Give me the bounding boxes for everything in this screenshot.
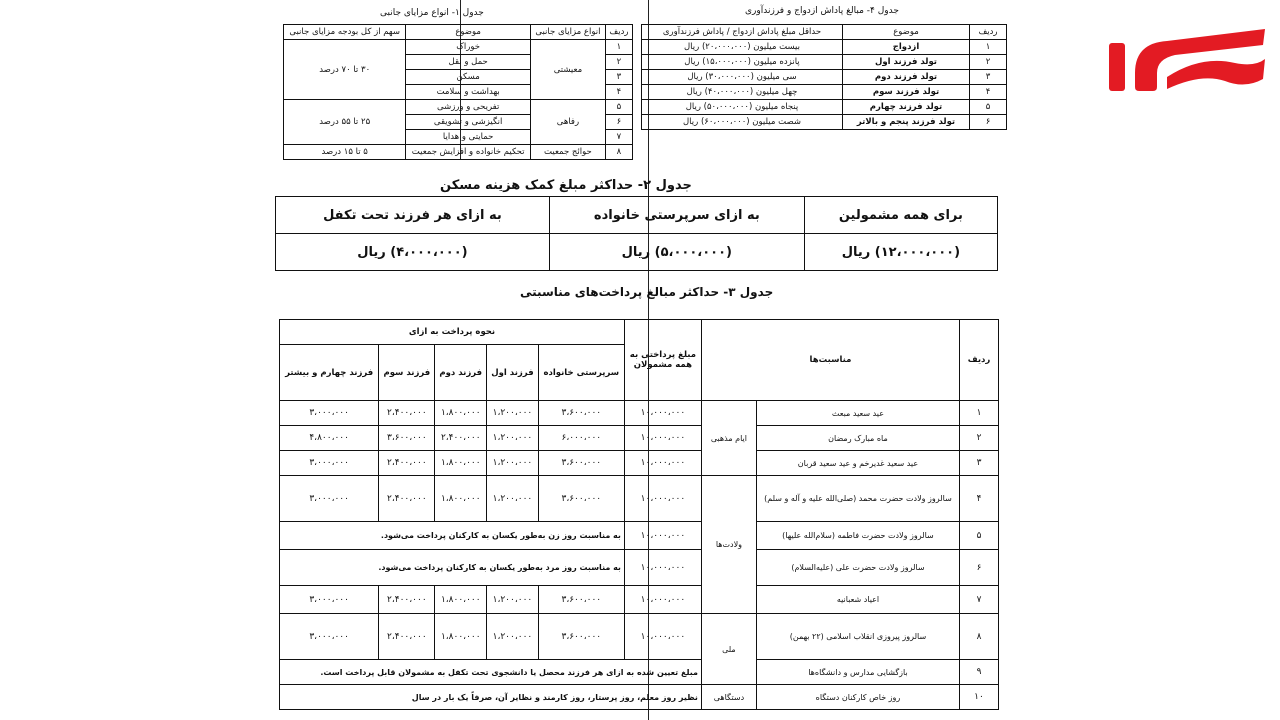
row-number: ۳: [960, 451, 999, 476]
amount-cell: ۳،۰۰۰،۰۰۰: [280, 614, 379, 660]
topic-cell: حمل و نقل: [406, 55, 531, 70]
header-cell: سرپرستی خانواده: [538, 345, 624, 401]
value-cell: (۱۲،۰۰۰،۰۰۰) ریال: [804, 234, 997, 271]
logo-icon: [1109, 29, 1265, 91]
amount-cell: پانزده میلیون (۱۵،۰۰۰،۰۰۰) ریال: [642, 55, 843, 70]
amount-cell: ۱۰،۰۰۰،۰۰۰: [624, 426, 701, 451]
amount-cell: ۱،۸۰۰،۰۰۰: [435, 451, 487, 476]
amount-cell: چهل میلیون (۴۰،۰۰۰،۰۰۰) ریال: [642, 85, 843, 100]
table-row: [284, 40, 633, 55]
share-cell: ۵ تا ۱۵ درصد: [284, 145, 406, 160]
amount-cell: ۴،۸۰۰،۰۰۰: [280, 426, 379, 451]
occasion-cell: سالروز ولادت حضرت فاطمه (سلام‌الله علیها): [756, 522, 959, 550]
table-row: [280, 550, 999, 586]
occasion-cell: اعیاد شعبانیه: [756, 586, 959, 614]
amount-cell: ۳،۰۰۰،۰۰۰: [280, 476, 379, 522]
occasion-cell: روز خاص کارکنان دستگاه: [756, 685, 959, 710]
row-number: ۴: [970, 85, 1007, 100]
header-cell: ردیف: [970, 25, 1007, 40]
topic-cell: خوراک: [406, 40, 531, 55]
amount-cell: ۱۰،۰۰۰،۰۰۰: [624, 401, 701, 426]
table-row: [642, 70, 1007, 85]
topic-cell: ازدواج: [843, 40, 970, 55]
table-row: [284, 100, 633, 115]
amount-cell: ۱،۲۰۰،۰۰۰: [487, 451, 539, 476]
rokna-logo: [1105, 15, 1270, 95]
amount-cell: ۳،۰۰۰،۰۰۰: [280, 401, 379, 426]
category-cell: دستگاهی: [701, 685, 756, 710]
category-cell: ولادت‌ها: [701, 476, 756, 614]
table3-occasional-payments: [279, 319, 999, 710]
table-row: [280, 426, 999, 451]
value-cell: (۵،۰۰۰،۰۰۰) ریال: [549, 234, 804, 271]
note-cell: به مناسبت روز زن به‌طور یکسان به کارکنان پرداخت می‌شود.: [280, 522, 625, 550]
header-cell: به ازای سرپرستی خانواده: [549, 197, 804, 234]
header-cell: فرزند سوم: [379, 345, 435, 401]
amount-cell: ۱۰،۰۰۰،۰۰۰: [624, 476, 701, 522]
table1-caption: جدول ۱- انواع مزایای جانبی: [380, 8, 484, 18]
topic-cell: بهداشت و سلامت: [406, 85, 531, 100]
occasion-cell: سالروز ولادت حضرت محمد (صلی‌الله علیه و آله و سلم): [756, 476, 959, 522]
table-row: [642, 55, 1007, 70]
header-cell: برای همه مشمولین: [804, 197, 997, 234]
table-row: [280, 660, 999, 685]
topic-cell: مسکن: [406, 70, 531, 85]
row-number: ۲: [605, 55, 632, 70]
header-cell: ردیف: [605, 25, 632, 40]
row-number: ۵: [605, 100, 632, 115]
note-cell: نظیر روز معلم، روز پرستار، روز کارمند و نظایر آن، صرفاً یک بار در سال: [280, 685, 702, 710]
table-row: [280, 586, 999, 614]
occasion-cell: سالروز پیروزی انقلاب اسلامی (۲۲ بهمن): [756, 614, 959, 660]
row-number: ۵: [960, 522, 999, 550]
row-number: ۲: [960, 426, 999, 451]
header-cell: فرزند دوم: [435, 345, 487, 401]
amount-cell: ۶،۰۰۰،۰۰۰: [538, 426, 624, 451]
occasion-cell: بازگشایی مدارس و دانشگاه‌ها: [756, 660, 959, 685]
table2-caption: جدول ۲- حداکثر مبلغ کمک هزینه مسکن: [440, 178, 692, 193]
table-row: [280, 476, 999, 522]
category-cell: ایام مذهبی: [701, 401, 756, 476]
row-number: ۴: [605, 85, 632, 100]
benefit-type: حوائج جمعیت: [530, 145, 605, 160]
table-header-row: [642, 25, 1007, 40]
table3-caption: جدول ۳- حداکثر مبالغ پرداخت‌های مناسبتی: [520, 285, 774, 299]
header-cell: نحوه پرداخت به ازای: [280, 320, 625, 345]
row-number: ۹: [960, 660, 999, 685]
amount-cell: ۳،۶۰۰،۰۰۰: [538, 476, 624, 522]
amount-cell: ۳،۰۰۰،۰۰۰: [280, 451, 379, 476]
row-number: ۸: [960, 614, 999, 660]
amount-cell: ۲،۴۰۰،۰۰۰: [379, 451, 435, 476]
header-cell: فرزند اول: [487, 345, 539, 401]
occasion-cell: عید سعید غدیرخم و عید سعید قربان: [756, 451, 959, 476]
table-row: [280, 685, 999, 710]
table-row: [642, 85, 1007, 100]
header-cell: حداقل مبلغ پاداش ازدواج / پاداش فرزندآوری: [642, 25, 843, 40]
amount-cell: بیست میلیون (۲۰،۰۰۰،۰۰۰) ریال: [642, 40, 843, 55]
amount-cell: ۱،۸۰۰،۰۰۰: [435, 401, 487, 426]
table4-caption: جدول ۴- مبالغ پاداش ازدواج و فرزندآوری: [745, 6, 899, 16]
note-cell: به مناسبت روز مرد به‌طور یکسان به کارکنان پرداخت می‌شود.: [280, 550, 625, 586]
header-cell: به ازای هر فرزند تحت تکفل: [276, 197, 550, 234]
amount-cell: ۲،۴۰۰،۰۰۰: [379, 401, 435, 426]
amount-cell: ۲،۴۰۰،۰۰۰: [379, 476, 435, 522]
row-number: ۲: [970, 55, 1007, 70]
occasion-cell: سالروز ولادت حضرت علی (علیه‌السلام): [756, 550, 959, 586]
table-row: [642, 40, 1007, 55]
row-number: ۴: [960, 476, 999, 522]
header-cell: انواع مزایای جانبی: [530, 25, 605, 40]
note-cell: مبلغ تعیین شده به ازای هر فرزند محصل یا دانشجوی تحت تکفل به مشمولان قابل پرداخت است.: [280, 660, 702, 685]
amount-cell: ۲،۴۰۰،۰۰۰: [379, 586, 435, 614]
table-row: [280, 614, 999, 660]
table-row: [280, 522, 999, 550]
amount-cell: پنجاه میلیون (۵۰،۰۰۰،۰۰۰) ریال: [642, 100, 843, 115]
amount-cell: ۱،۲۰۰،۰۰۰: [487, 586, 539, 614]
amount-cell: ۱،۲۰۰،۰۰۰: [487, 476, 539, 522]
amount-cell: ۳،۰۰۰،۰۰۰: [280, 586, 379, 614]
amount-cell: ۱،۲۰۰،۰۰۰: [487, 401, 539, 426]
topic-cell: تولد فرزند اول: [843, 55, 970, 70]
row-number: ۳: [970, 70, 1007, 85]
occasion-cell: عید سعید مبعث: [756, 401, 959, 426]
table-row: [284, 145, 633, 160]
table-row: [276, 234, 998, 271]
header-cell: سهم از کل بودجه مزایای جانبی: [284, 25, 406, 40]
header-cell: موضوع: [406, 25, 531, 40]
row-number: ۵: [970, 100, 1007, 115]
table-row: [280, 401, 999, 426]
topic-cell: تولد فرزند پنجم و بالاتر: [843, 115, 970, 130]
amount-cell: ۱۰،۰۰۰،۰۰۰: [624, 614, 701, 660]
row-number: ۶: [970, 115, 1007, 130]
row-number: ۷: [605, 130, 632, 145]
header-cell: فرزند چهارم و بیشتر: [280, 345, 379, 401]
topic-cell: انگیزشی و تشویقی: [406, 115, 531, 130]
row-number: ۷: [960, 586, 999, 614]
table2-housing-allowance: [275, 196, 998, 271]
value-cell: (۴،۰۰۰،۰۰۰) ریال: [276, 234, 550, 271]
header-cell: ردیف: [960, 320, 999, 401]
benefit-type: معیشتی: [530, 40, 605, 100]
topic-cell: تولد فرزند سوم: [843, 85, 970, 100]
header-cell: مناسبت‌ها: [701, 320, 959, 401]
amount-cell: ۱،۸۰۰،۰۰۰: [435, 614, 487, 660]
topic-cell: تولد فرزند چهارم: [843, 100, 970, 115]
amount-cell: ۲،۴۰۰،۰۰۰: [379, 614, 435, 660]
topic-cell: تحکیم خانواده و افزایش جمعیت: [406, 145, 531, 160]
topic-cell: حمایتی و هدایا: [406, 130, 531, 145]
amount-cell: ۳،۶۰۰،۰۰۰: [379, 426, 435, 451]
row-number: ۳: [605, 70, 632, 85]
table-header-row: [284, 25, 633, 40]
amount-cell: ۳،۶۰۰،۰۰۰: [538, 451, 624, 476]
amount-cell: سی میلیون (۳۰،۰۰۰،۰۰۰) ریال: [642, 70, 843, 85]
row-number: ۱: [960, 401, 999, 426]
header-cell: موضوع: [843, 25, 970, 40]
table-header-row: [280, 320, 999, 345]
row-number: ۱: [605, 40, 632, 55]
amount-cell: ۱۰،۰۰۰،۰۰۰: [624, 451, 701, 476]
share-cell: ۳۰ تا ۷۰ درصد: [284, 40, 406, 100]
row-number: ۸: [605, 145, 632, 160]
amount-cell: ۲،۴۰۰،۰۰۰: [435, 426, 487, 451]
row-number: ۶: [960, 550, 999, 586]
amount-cell: ۱۰،۰۰۰،۰۰۰: [624, 586, 701, 614]
amount-cell: ۳،۶۰۰،۰۰۰: [538, 586, 624, 614]
row-number: ۶: [605, 115, 632, 130]
category-cell: ملی: [701, 614, 756, 685]
amount-cell: ۱،۲۰۰،۰۰۰: [487, 614, 539, 660]
amount-cell: ۱۰،۰۰۰،۰۰۰: [624, 522, 701, 550]
amount-cell: شصت میلیون (۶۰،۰۰۰،۰۰۰) ریال: [642, 115, 843, 130]
amount-cell: ۱،۸۰۰،۰۰۰: [435, 476, 487, 522]
amount-cell: ۱،۲۰۰،۰۰۰: [487, 426, 539, 451]
share-cell: ۲۵ تا ۵۵ درصد: [284, 100, 406, 145]
row-number: ۱۰: [960, 685, 999, 710]
occasion-cell: ماه مبارک رمضان: [756, 426, 959, 451]
topic-cell: تفریحی و ورزشی: [406, 100, 531, 115]
table1-benefit-types: [283, 24, 633, 160]
amount-cell: ۱،۸۰۰،۰۰۰: [435, 586, 487, 614]
table-row: [642, 115, 1007, 130]
table-row: [280, 451, 999, 476]
topic-cell: تولد فرزند دوم: [843, 70, 970, 85]
table-row: [642, 100, 1007, 115]
amount-cell: ۳،۶۰۰،۰۰۰: [538, 614, 624, 660]
table4-marriage-childbirth-rewards: [641, 24, 1007, 130]
table-header-row: [276, 197, 998, 234]
amount-cell: ۳،۶۰۰،۰۰۰: [538, 401, 624, 426]
amount-cell: ۱۰،۰۰۰،۰۰۰: [624, 550, 701, 586]
benefit-type: رفاهی: [530, 100, 605, 145]
header-cell: مبلغ پرداختی به همه مشمولان: [624, 320, 701, 401]
row-number: ۱: [970, 40, 1007, 55]
